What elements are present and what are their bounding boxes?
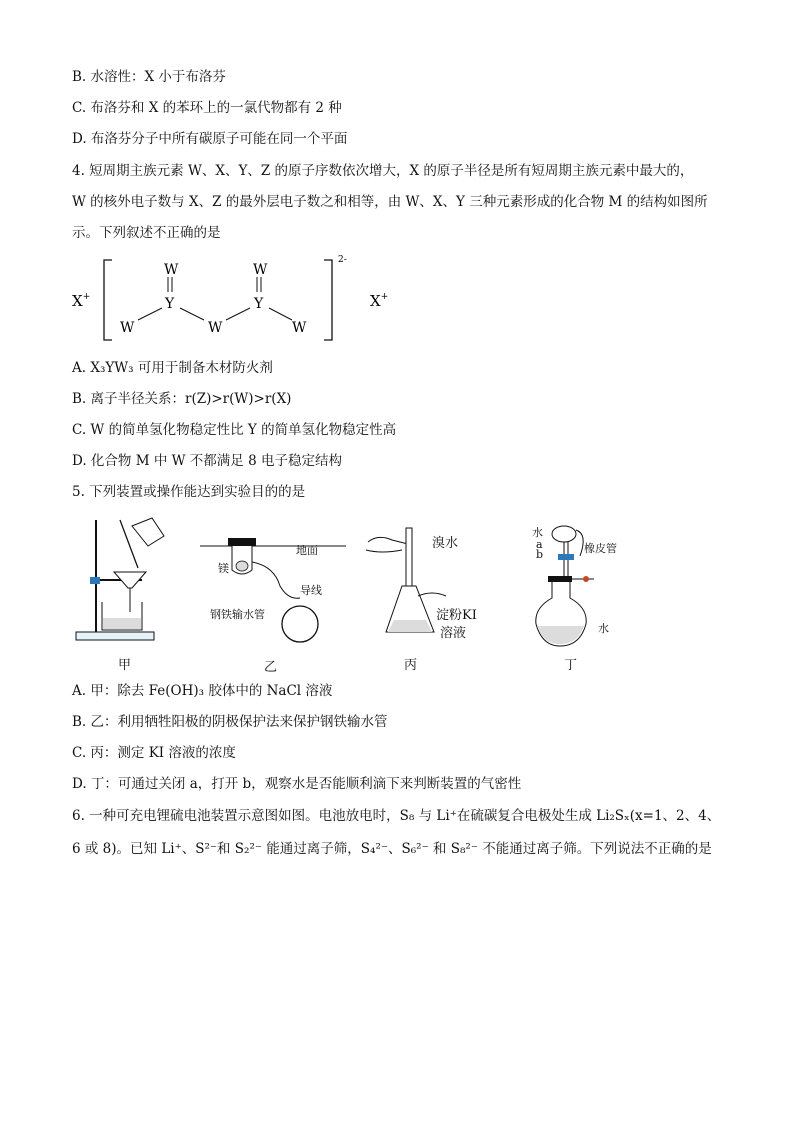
caption-ding: 丁 [564,658,578,673]
q4-stem-2: W 的核外电子数与 X、Z 的最外层电子数之和相等，由 W、X、Y 三种元素形成的化合物 M 的结构如图所 [72,194,708,210]
q6-stem-2: 6 或 8)。已知 Li⁺、S²⁻和 S₂²⁻ 能通过离子筛，S₄²⁻、S₆²⁻ 和 S₈²⁻ 不能通过离子筛。下列说法不正确的是 [72,841,712,857]
structure-diagram-M [60,252,420,347]
cation-left: X+ [72,292,91,310]
label-a: a [536,538,543,551]
q6-stem-1: 6. 一种可充电锂硫电池装置示意图如图。电池放电时，S₈ 与 Li⁺在硫碳复合电极处生成 Li₂Sₓ(x=1、2、4、 [72,808,721,824]
q5-option-C: C. 丙：测定 KI 溶液的浓度 [72,745,236,761]
label-starch-ki: 淀粉KI [436,608,477,623]
apparatus-ding [530,516,630,656]
apparatus-jia [72,512,172,652]
q5-option-D: D. 丁：可通过关闭 a，打开 b，观察水是否能顺利滴下来判断装置的气密性 [72,776,522,792]
q4-option-D: D. 化合物 M 中 W 不都满足 8 电子稳定结构 [72,453,342,469]
atom-W-left: W [120,320,135,336]
caption-yi: 乙 [264,660,278,675]
label-water-top: 水 [532,526,543,539]
cation-right: X+ [370,292,389,310]
bracket-left [104,260,112,340]
line-q3-D: D. 布洛芬分子中所有碳原子可能在同一个平面 [72,131,348,147]
label-bromine: 溴水 [432,536,459,551]
apparatus-yi [196,530,356,650]
label-mg: 镁 [218,562,229,575]
caption-bing: 丙 [404,658,418,673]
q4-stem-1: 4. 短周期主族元素 W、X、Y、Z 的原子序数依次增大，X 的原子半径是所有短周期主族元素中最大的， [72,163,694,179]
q4-stem-3: 示。下列叙述不正确的是 [72,225,221,241]
atom-W-top-1: W [164,262,179,278]
atom-Y-1: Y [165,296,175,312]
atom-W-top-2: W [253,262,268,278]
label-water-bottom: 水 [598,622,609,635]
q5-stem: 5. 下列装置或操作能达到实验目的的是 [72,484,306,500]
caption-jia: 甲 [118,658,132,673]
q4-option-A: A. X₃YW₃ 可用于制备木材防火剂 [72,360,273,376]
q5-option-A: A. 甲：除去 Fe(OH)₃ 胶体中的 NaCl 溶液 [72,683,333,699]
atom-W-right: W [292,320,307,336]
anion-charge: 2- [338,255,347,265]
label-b: b [536,548,544,561]
atom-Y-2: Y [254,296,264,312]
line-q3-C: C. 布洛芬和 X 的苯环上的一氯代物都有 2 种 [72,100,342,116]
line-q3-B: B. 水溶性：X 小于布洛芬 [72,69,226,85]
atom-W-mid: W [208,320,223,336]
label-solution: 溶液 [440,626,467,641]
bracket-right [324,260,332,340]
label-ground: 地面 [296,544,318,557]
label-wire: 导线 [300,584,322,597]
q5-option-B: B. 乙：利用牺牲阳极的阴极保护法来保护钢铁输水管 [72,714,388,730]
q4-option-C: C. W 的简单氢化物稳定性比 Y 的简单氢化物稳定性高 [72,422,397,438]
q4-option-B: B. 离子半径关系：r(Z)>r(W)>r(X) [72,391,292,407]
label-pipe: 钢铁输水管 [210,608,265,621]
label-rubber: 橡皮管 [584,542,617,555]
